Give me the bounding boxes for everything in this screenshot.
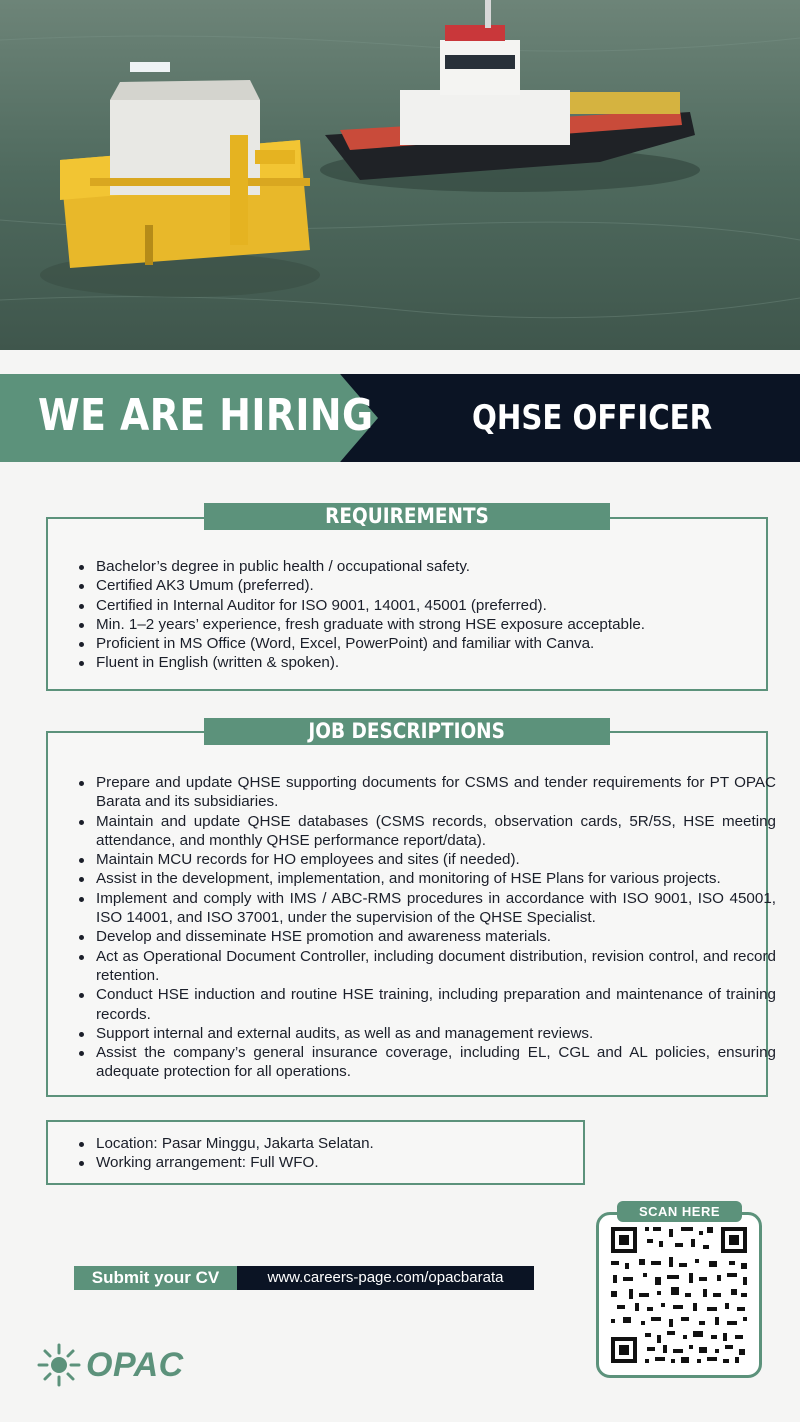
list-item: Working arrangement: Full WFO. — [96, 1153, 596, 1172]
qr-code-frame[interactable] — [596, 1212, 762, 1378]
location-box — [46, 1120, 585, 1185]
careers-url-link[interactable]: www.careers-page.com/opacbarata — [237, 1266, 534, 1290]
list-item: Act as Operational Document Controller, including document distribution, revision control, and record retention. — [96, 947, 776, 984]
list-item: Conduct HSE induction and routine HSE training, including preparation and maintenance of training records. — [96, 986, 776, 1023]
list-item: Certified AK3 Umum (preferred). — [96, 576, 768, 595]
list-item: Min. 1–2 years’ experience, fresh graduate with strong HSE exposure acceptable. — [96, 615, 768, 634]
job-descriptions-list — [68, 773, 776, 1082]
qr-code-icon — [599, 1215, 759, 1375]
list-item: Bachelor’s degree in public health / occupational safety. — [96, 557, 768, 576]
offshore-vessels-illustration — [0, 0, 800, 350]
logo-wordmark: OPAC — [86, 1346, 184, 1384]
list-item: Assist in the development, implementation, and monitoring of HSE Plans for various projects. — [96, 869, 776, 888]
location-list — [68, 1134, 596, 1173]
submit-cv-row — [74, 1266, 534, 1290]
list-item: Maintain MCU records for HO employees and sites (if needed). — [96, 850, 776, 869]
list-item: Certified in Internal Auditor for ISO 9001, 14001, 45001 (preferred). — [96, 596, 768, 615]
list-item: Maintain and update QHSE databases (CSMS records, observation cards, 5R/5S, HSE meeting attendance, and monthly QHSE performance report/data). — [96, 812, 776, 849]
list-item: Implement and comply with IMS / ABC-RMS procedures in accordance with ISO 9001, ISO 45001, ISO 14001, and ISO 37001, under the supervision of the QHSE Specialist. — [96, 889, 776, 927]
list-item: Assist the company’s general insurance coverage, including EL, CGL and AL policies, ensuring adequate protection for all operations. — [96, 1044, 776, 1081]
job-descriptions-box — [46, 731, 776, 1097]
list-item: Prepare and update QHSE supporting documents for CSMS and tender requirements for PT OPAC Barata and its subsidiaries. — [96, 774, 776, 811]
job-descriptions-title: JOB DESCRIPTIONS — [204, 718, 610, 745]
hiring-banner — [0, 374, 800, 462]
list-item: Develop and disseminate HSE promotion and awareness materials. — [96, 927, 776, 946]
sun-icon — [36, 1342, 82, 1388]
list-item: Proficient in MS Office (Word, Excel, PowerPoint) and familiar with Canva. — [96, 634, 768, 653]
requirements-box — [46, 517, 768, 691]
job-title-heading: QHSE OFFICER — [472, 398, 713, 438]
we-are-hiring-heading: WE ARE HIRING — [38, 390, 374, 441]
scan-here-label: SCAN HERE — [617, 1201, 742, 1222]
hero-photo — [0, 0, 800, 350]
list-item: Location: Pasar Minggu, Jakarta Selatan. — [96, 1134, 596, 1153]
requirements-title: REQUIREMENTS — [204, 503, 610, 530]
opac-logo — [36, 1342, 206, 1388]
submit-cv-label: Submit your CV — [74, 1266, 237, 1290]
list-item: Support internal and external audits, as well as and management reviews. — [96, 1024, 776, 1043]
requirements-list — [68, 557, 768, 673]
list-item: Fluent in English (written & spoken). — [96, 653, 768, 672]
